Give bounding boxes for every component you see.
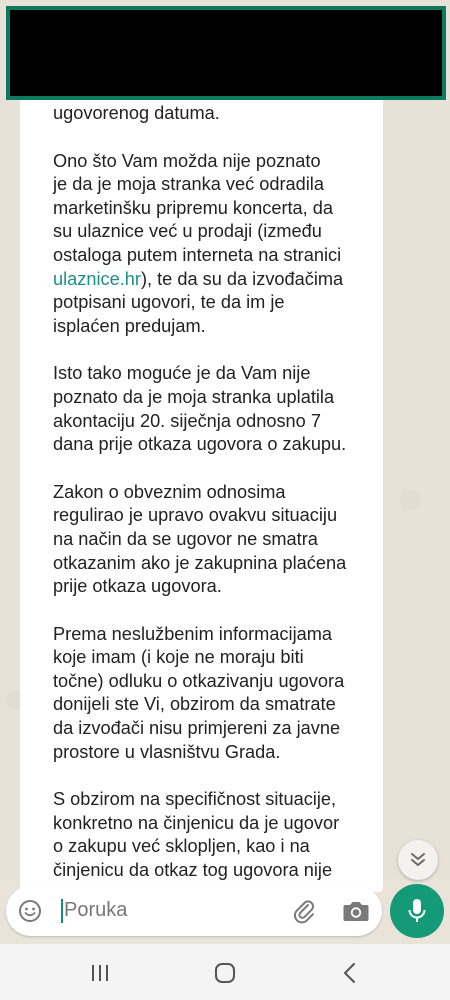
- message-line: Ono što Vam možda nije poznato: [53, 150, 321, 171]
- message-line: točne) odluku o otkazivanju ugovora: [53, 670, 345, 691]
- message-paragraph: [53, 150, 383, 339]
- paperclip-icon[interactable]: [290, 897, 318, 925]
- message-line: otkazanim ako je zakupnina plaćena: [53, 552, 347, 573]
- message-line: da izvođači nisu primjereni za javne: [53, 718, 341, 739]
- recents-icon[interactable]: [85, 960, 115, 986]
- ulaznice-link[interactable]: ulaznice.hr: [53, 268, 141, 289]
- message-line: konkretno na činjenicu da je ugovor: [53, 812, 340, 833]
- message-composer[interactable]: [6, 886, 382, 936]
- double-chevron-down-icon: [409, 851, 427, 869]
- message-paragraph: [53, 788, 383, 882]
- message-line: dana prije otkaza ugovora o zakupu.: [53, 434, 347, 455]
- message-bubble[interactable]: [20, 82, 383, 892]
- message-line: prije otkaza ugovora.: [53, 576, 222, 597]
- message-line: akontaciju 20. siječnja odnosno 7: [53, 410, 321, 431]
- system-navigation-bar: [0, 944, 450, 1000]
- message-paragraph: [53, 623, 383, 765]
- message-line: donijeli ste Vi, obzirom da smatrate: [53, 694, 336, 715]
- message-line: su ulaznice već u prodaji (između: [53, 221, 322, 242]
- message-line: Prema neslužbenim informacijama: [53, 623, 332, 644]
- message-paragraph: [53, 481, 383, 599]
- message-line: isplaćen predujam.: [53, 315, 206, 336]
- message-input[interactable]: Poruka: [64, 899, 128, 921]
- emoji-icon[interactable]: [18, 899, 42, 923]
- message-line: ugovorenog datuma.: [53, 103, 220, 123]
- message-line: S obzirom na specifičnost situacije,: [53, 789, 337, 810]
- message-line: Isto tako moguće je da Vam nije: [53, 363, 311, 384]
- message-line: je da je moja stranka već odradila: [53, 174, 324, 195]
- message-line: [53, 268, 383, 292]
- message-line: prostore u vlasništvu Grada.: [53, 741, 281, 762]
- back-icon[interactable]: [335, 960, 365, 986]
- camera-icon[interactable]: [342, 898, 370, 924]
- message-paragraph: [53, 102, 383, 126]
- text-caret: [61, 899, 63, 923]
- message-line: poznato da je moja stranka uplatila: [53, 386, 335, 407]
- link-suffix-text: ), te da su da izvođačima: [140, 268, 344, 289]
- redacted-header: [6, 6, 446, 100]
- microphone-icon: [406, 897, 428, 925]
- message-line: regulirao je upravo ovakvu situaciju: [53, 505, 338, 526]
- scroll-to-bottom-button[interactable]: [398, 840, 438, 880]
- home-icon[interactable]: [210, 960, 240, 986]
- message-paragraph: [53, 362, 383, 456]
- message-line: Zakon o obveznim odnosima: [53, 481, 286, 502]
- message-line: ostaloga putem interneta na stranici: [53, 244, 342, 265]
- message-text: [20, 82, 383, 883]
- message-line: činjenicu da otkaz tog ugovora nije: [53, 860, 333, 881]
- message-line: potpisani ugovori, te da im je: [53, 292, 285, 313]
- voice-message-button[interactable]: [390, 884, 444, 938]
- message-line: koje imam (i koje ne moraju biti: [53, 647, 304, 668]
- message-line: o zakupu već sklopljen, kao i na: [53, 836, 310, 857]
- message-line: marketinšku pripremu koncerta, da: [53, 197, 334, 218]
- message-line: na način da se ugovor ne smatra: [53, 528, 318, 549]
